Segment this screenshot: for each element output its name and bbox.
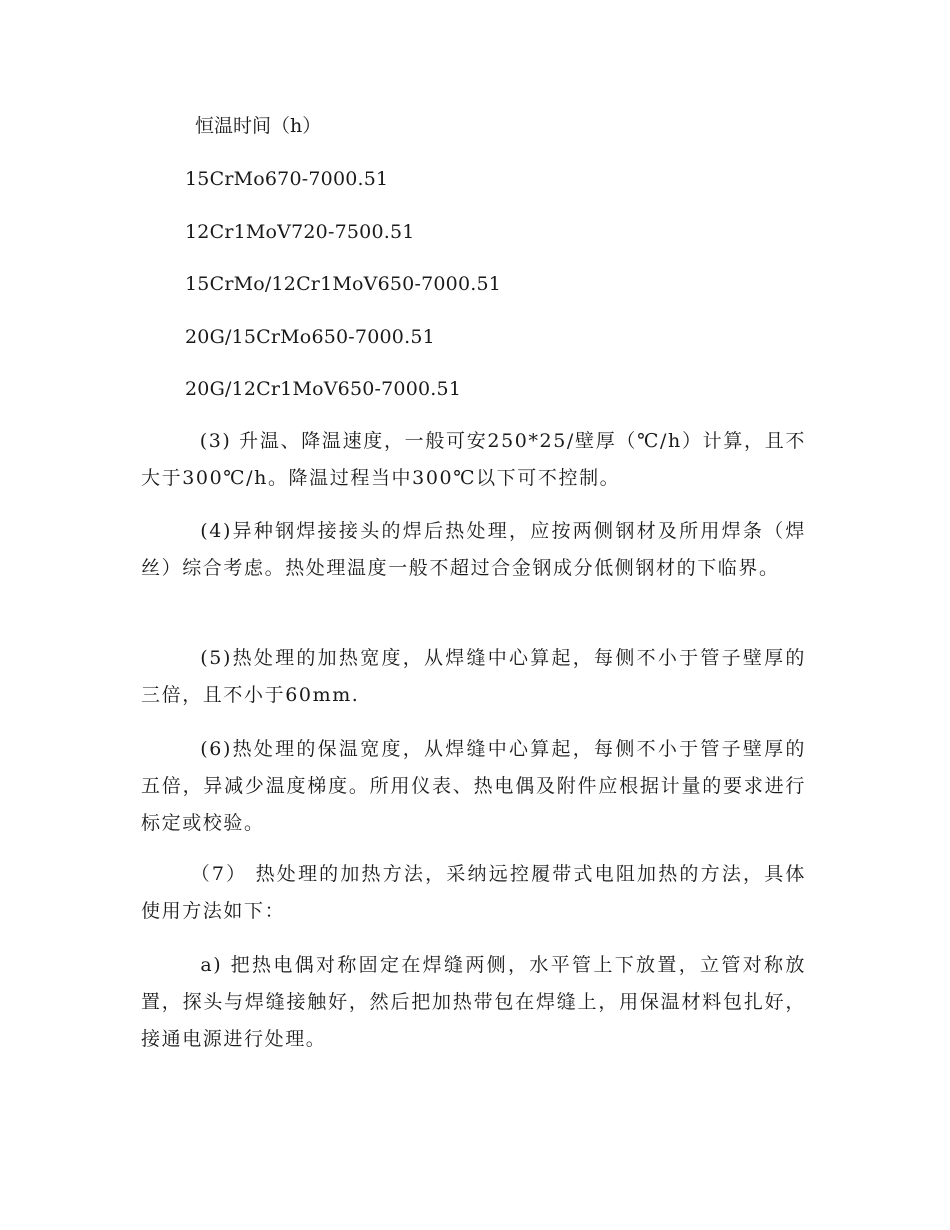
- steel-row: 20G/12Cr1MoV650-7000.51: [185, 378, 462, 400]
- table-header: 恒温时间（h）: [195, 115, 322, 137]
- paragraph-5: (5)热处理的加热宽度，从焊缝中心算起，每侧不小于管子壁厚的三倍，且不小于60mm.: [141, 647, 806, 706]
- paragraph-a: a) 把热电偶对称固定在焊缝两侧，水平管上下放置，立管对称放置，探头与焊缝接触好，然后把加热带包在焊缝上，用保温材料包扎好，接通电源进行处理。: [141, 954, 806, 1050]
- steel-row: 20G/15CrMo650-7000.51: [185, 326, 435, 348]
- steel-row: 15CrMo670-7000.51: [185, 168, 389, 190]
- steel-row: 15CrMo/12Cr1MoV650-7000.51: [185, 273, 502, 295]
- paragraph-3: (3) 升温、降温速度，一般可安250*25/壁厚（℃/h）计算，且不大于300℃/h。降温过程当中300℃以下可不控制。: [141, 430, 806, 489]
- paragraph-4: (4)异种钢焊接接头的焊后热处理，应按两侧钢材及所用焊条（焊丝）综合考虑。热处理温度一般不超过合金钢成分低侧钢材的下临界。: [141, 520, 806, 579]
- steel-row: 12Cr1MoV720-7500.51: [185, 221, 415, 243]
- paragraph-6: (6)热处理的保温宽度，从焊缝中心算起，每侧不小于管子壁厚的五倍，异减少温度梯度。所用仪表、热电偶及附件应根据计量的要求进行标定或校验。: [141, 738, 806, 834]
- paragraph-7: （7） 热处理的加热方法，采纳远控履带式电阻加热的方法，具体使用方法如下：: [141, 863, 806, 922]
